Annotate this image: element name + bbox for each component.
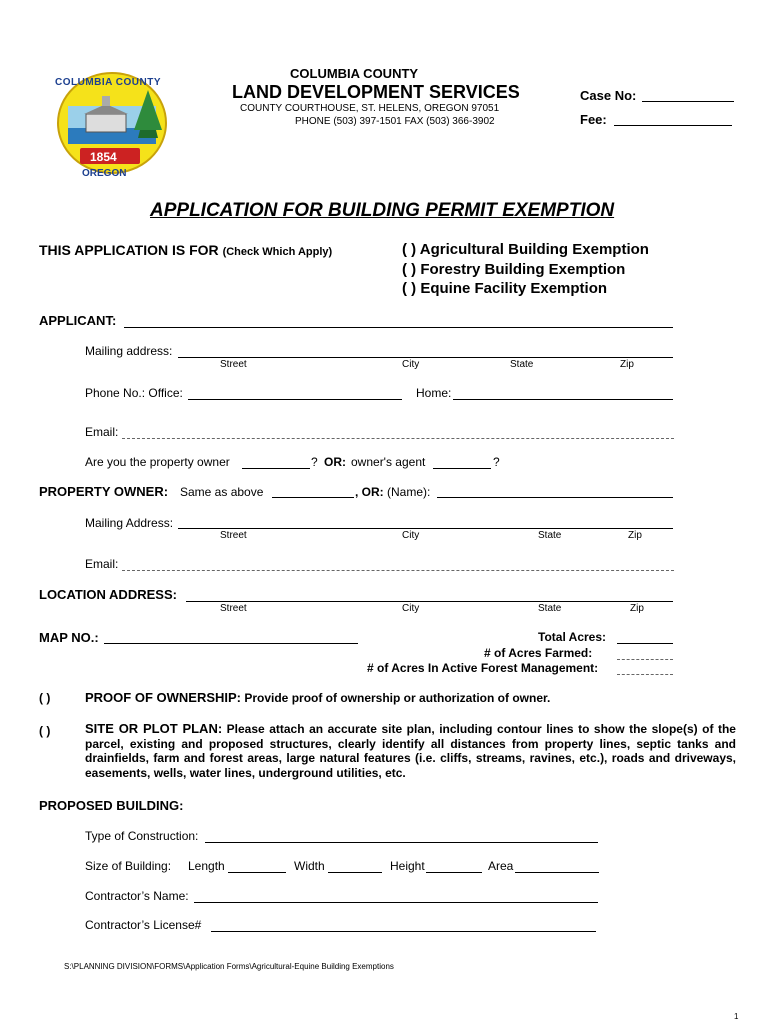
owner-answer-field[interactable] (242, 468, 310, 469)
length-field[interactable] (228, 872, 286, 873)
caption-city: City (402, 359, 420, 370)
footer-path: S:\PLANNING DIVISION\FORMS\Application Forms\Agricultural-Equine Building Exemptions (64, 962, 394, 971)
total-acres-field[interactable] (617, 643, 673, 644)
contractor-name-label: Contractor’s Name: (85, 889, 189, 903)
width-label: Width (294, 859, 325, 873)
map-no-label: MAP NO.: (39, 630, 99, 645)
logo-county-text: COLUMBIA COUNTY (55, 77, 162, 88)
caption-zip: Zip (620, 359, 634, 370)
contractor-license-field[interactable] (211, 931, 596, 932)
area-label: Area (488, 859, 514, 873)
phone-office-field[interactable] (188, 399, 402, 400)
proof-checkbox[interactable]: ( ) (39, 691, 51, 705)
or-name-label: , OR: (Name): (355, 485, 431, 499)
phone-office-label: Phone No.: Office: (85, 386, 183, 400)
height-field[interactable] (426, 872, 482, 873)
option-forestry[interactable]: ( ) Forestry Building Exemption (402, 261, 626, 278)
owner-caption-zip: Zip (628, 530, 642, 541)
location-caption-city: City (402, 603, 420, 614)
applicant-label: APPLICANT: (39, 313, 117, 328)
height-label: Height (390, 859, 425, 873)
contractor-name-field[interactable] (194, 902, 598, 903)
same-as-above-field[interactable] (272, 497, 354, 498)
owner-question-mark: ? (311, 455, 318, 469)
owner-email-field[interactable] (122, 570, 674, 571)
header-dept: LAND DEVELOPMENT SERVICES (232, 82, 520, 102)
site-plan-text: SITE OR PLOT PLAN: Please attach an accurate site plan, including contour lines to show the slope(s) of the parcel, existing and proposed structures, clearly identify all distances from property lines, septic tanks and drainfields, farm and forest areas, large natural features (i.e. cliffs, streams, ravines, etc.), roads and driveways, easements, wells, water lines, underground utilities, etc. (85, 721, 736, 780)
owner-mailing-label: Mailing Address: (85, 516, 174, 530)
width-field[interactable] (328, 872, 382, 873)
fee-field[interactable] (614, 125, 732, 126)
owner-caption-city: City (402, 530, 420, 541)
caption-street: Street (220, 359, 247, 370)
applicant-email-label: Email: (85, 425, 119, 439)
owner-caption-street: Street (220, 530, 247, 541)
type-construction-field[interactable] (205, 842, 598, 843)
location-caption-state: State (538, 603, 562, 614)
owner-name-field[interactable] (437, 497, 673, 498)
header-county: COLUMBIA COUNTY (290, 66, 419, 81)
location-label: LOCATION ADDRESS: (39, 587, 177, 602)
case-no-label: Case No: (580, 88, 637, 103)
phone-home-label: Home: (416, 386, 452, 400)
owner-mailing-field[interactable] (178, 528, 673, 529)
case-no-field[interactable] (642, 101, 734, 102)
caption-state: State (510, 359, 534, 370)
owner-email-label: Email: (85, 557, 119, 571)
fee-label: Fee: (580, 112, 607, 127)
area-field[interactable] (515, 872, 599, 873)
logo-state: OREGON (82, 168, 127, 179)
applicant-email-field[interactable] (122, 438, 674, 439)
option-equine[interactable]: ( ) Equine Facility Exemption (402, 280, 608, 297)
location-caption-street: Street (220, 603, 247, 614)
or-label: OR: (324, 455, 346, 469)
acres-farmed-field[interactable] (617, 659, 673, 660)
logo-year: 1854 (90, 150, 117, 164)
property-owner-label: PROPERTY OWNER: (39, 484, 169, 499)
page-number: 1 (734, 1012, 739, 1021)
site-plan-checkbox[interactable]: ( ) (39, 724, 51, 738)
applicant-field[interactable] (124, 327, 673, 328)
agent-question-mark: ? (493, 455, 500, 469)
location-field[interactable] (186, 601, 673, 602)
acres-forest-label: # of Acres In Active Forest Management: (367, 661, 599, 675)
acres-forest-field[interactable] (617, 674, 673, 675)
contractor-license-label: Contractor’s License# (85, 918, 202, 932)
header-address: COUNTY COURTHOUSE, ST. HELENS, OREGON 97051 (240, 103, 500, 114)
acres-farmed-label: # of Acres Farmed: (484, 646, 593, 660)
applicant-mailing-field[interactable] (178, 357, 673, 358)
proof-text: PROOF OF OWNERSHIP: Provide proof of ownership or authorization of owner. (85, 690, 551, 705)
agent-answer-field[interactable] (433, 468, 491, 469)
application-for-label: THIS APPLICATION IS FOR (Check Which Apply) (39, 242, 333, 258)
location-caption-zip: Zip (630, 603, 644, 614)
option-agricultural[interactable]: ( ) Agricultural Building Exemption (402, 241, 649, 258)
owner-caption-state: State (538, 530, 562, 541)
phone-home-field[interactable] (453, 399, 673, 400)
agent-question: owner's agent (351, 455, 426, 469)
form-title: APPLICATION FOR BUILDING PERMIT EXEMPTION (150, 200, 615, 221)
total-acres-label: Total Acres: (538, 630, 607, 644)
type-construction-label: Type of Construction: (85, 829, 199, 843)
same-as-above-label: Same as above (180, 485, 264, 499)
applicant-mailing-label: Mailing address: (85, 344, 173, 358)
header-phone-fax: PHONE (503) 397-1501 FAX (503) 366-3902 (295, 116, 495, 127)
length-label: Length (188, 859, 225, 873)
proposed-label: PROPOSED BUILDING: (39, 798, 184, 813)
size-building-label: Size of Building: (85, 859, 172, 873)
owner-question: Are you the property owner (85, 455, 230, 469)
map-no-field[interactable] (104, 643, 358, 644)
